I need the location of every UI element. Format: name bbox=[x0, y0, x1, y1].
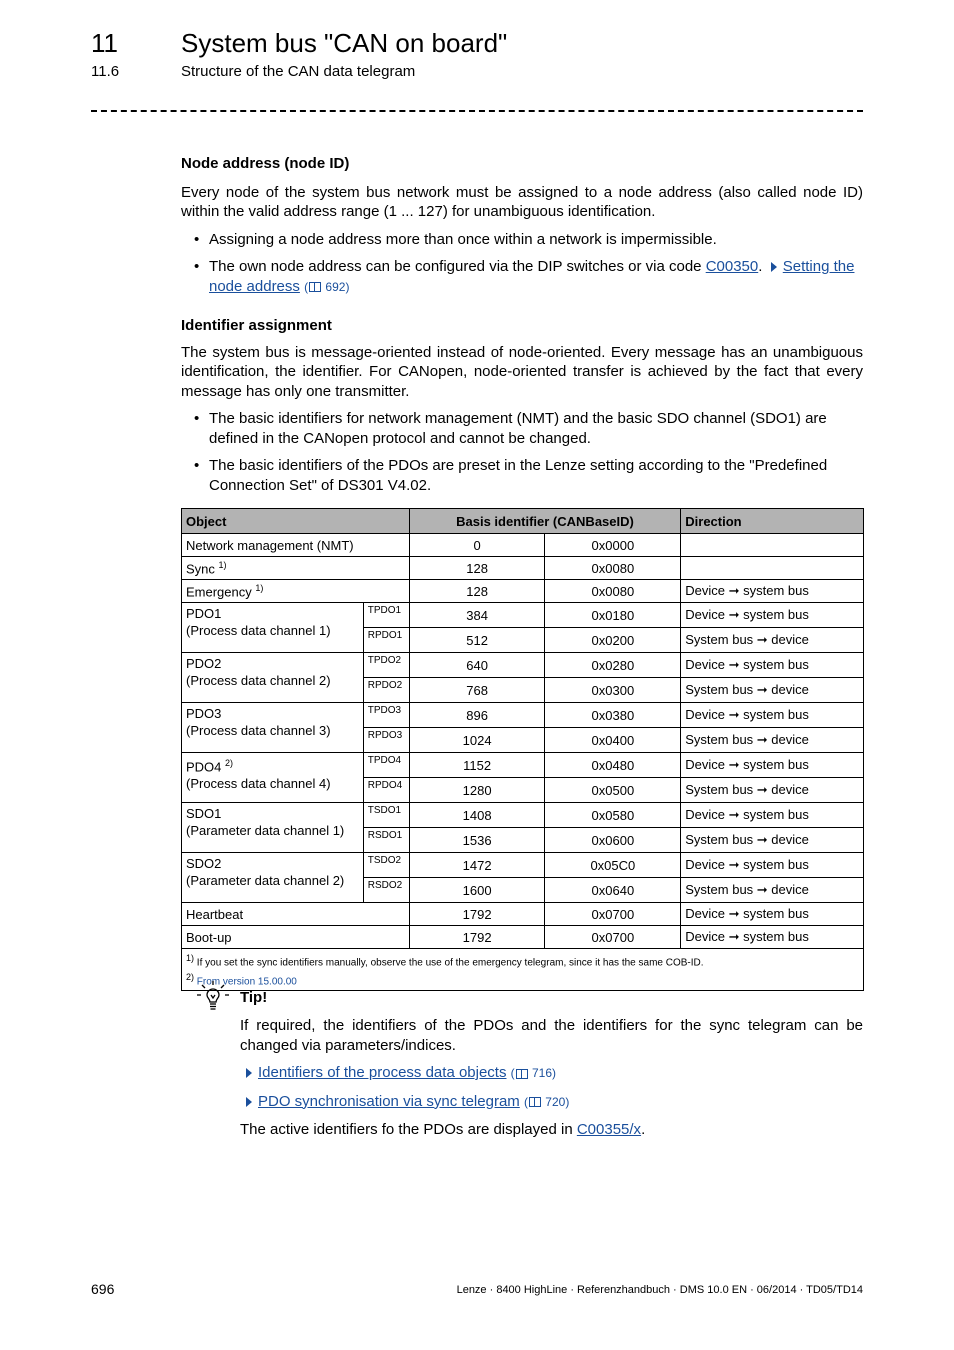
footnote-mark: 2) bbox=[186, 972, 195, 983]
cell-hex: 0x0380 bbox=[545, 703, 681, 728]
cell-dec: 640 bbox=[409, 653, 545, 678]
cell-direction bbox=[681, 557, 864, 580]
table-row bbox=[182, 753, 864, 778]
cell-sub-object: TPDO4 bbox=[363, 753, 409, 778]
section-number: 11.6 bbox=[91, 63, 120, 80]
cell-direction: Device ➞ system bus bbox=[681, 903, 864, 926]
triangle-right-icon bbox=[246, 1068, 252, 1078]
cell-dec: 1024 bbox=[409, 728, 545, 753]
chapter-number: 11 bbox=[91, 28, 118, 58]
table-row bbox=[182, 926, 864, 949]
object-description: (Process data channel 1) bbox=[186, 623, 331, 638]
book-icon bbox=[309, 282, 321, 292]
object-description: (Parameter data channel 2) bbox=[186, 873, 345, 888]
cell-dec: 1152 bbox=[409, 753, 545, 778]
footnote-mark: 1) bbox=[186, 953, 195, 963]
cell-sub-object: TSDO1 bbox=[363, 803, 409, 828]
cell-direction: Device ➞ system bus bbox=[681, 926, 864, 949]
cell-dec: 0 bbox=[409, 534, 545, 557]
cell-object bbox=[182, 703, 364, 753]
cell-dec: 384 bbox=[409, 603, 545, 628]
cell-direction: System bus ➞ device bbox=[681, 678, 864, 703]
table-row bbox=[182, 703, 864, 728]
cell-hex: 0x0480 bbox=[545, 753, 681, 778]
footnote-2 bbox=[186, 970, 859, 989]
period: . bbox=[641, 1121, 646, 1138]
table-body bbox=[182, 534, 864, 991]
list-item bbox=[181, 456, 863, 495]
cell-dec: 1792 bbox=[409, 926, 545, 949]
cell-hex: 0x0180 bbox=[545, 603, 681, 628]
object-name: PDO2 bbox=[186, 656, 222, 671]
page-number: 696 bbox=[91, 1281, 115, 1297]
book-icon bbox=[529, 1097, 541, 1107]
cell-hex: 0x0400 bbox=[545, 728, 681, 753]
cell-object bbox=[182, 803, 364, 853]
footnote-version-link[interactable]: From version 15.00.00 bbox=[196, 976, 297, 988]
cell-direction: System bus ➞ device bbox=[681, 628, 864, 653]
object-name: SDO1 bbox=[186, 806, 222, 821]
tip-body bbox=[240, 1016, 863, 1140]
cell-dec: 128 bbox=[409, 580, 545, 603]
identifier-section bbox=[181, 316, 863, 503]
table-row bbox=[182, 853, 864, 878]
cell-object: Boot-up bbox=[182, 926, 410, 949]
cell-object bbox=[182, 603, 364, 653]
cell-hex: 0x05C0 bbox=[545, 853, 681, 878]
cell-direction: Device ➞ system bus bbox=[681, 803, 864, 828]
col-header-direction: Direction bbox=[681, 509, 864, 534]
object-name: PDO4 bbox=[186, 759, 222, 775]
bullet-text: The own node address can be configured via the DIP switches or via code bbox=[209, 258, 702, 275]
cell-sub-object: TPDO2 bbox=[363, 653, 409, 678]
object-name: PDO1 bbox=[186, 606, 222, 621]
cell-hex: 0x0640 bbox=[545, 878, 681, 903]
node-address-paragraph: Every node of the system bus network must be assigned to a node address (also called node ID) within the valid address range (1 ... 127) for unambiguous identification. bbox=[181, 183, 863, 220]
table-footnotes bbox=[182, 949, 864, 991]
identifier-heading: Identifier assignment bbox=[181, 317, 332, 334]
object-name: Sync bbox=[186, 561, 215, 577]
cell-sub-object: TPDO1 bbox=[363, 603, 409, 628]
col-header-object: Object bbox=[182, 509, 410, 534]
lightbulb-icon bbox=[196, 980, 230, 1014]
footer-doc-info: Lenze · 8400 HighLine · Referenzhandbuch · DMS 10.0 EN · 06/2014 · TD05/TD14 bbox=[456, 1284, 863, 1296]
cell-sub-object: TSDO2 bbox=[363, 853, 409, 878]
cell-hex: 0x0600 bbox=[545, 828, 681, 853]
chapter-title: System bus "CAN on board" bbox=[181, 28, 508, 58]
table-row bbox=[182, 653, 864, 678]
table-row bbox=[182, 580, 864, 603]
footnote-text: If you set the sync identifiers manually, observe the use of the emergency telegram, since it has the same COB-ID. bbox=[196, 957, 704, 969]
bullet-text: The basic identifiers of the PDOs are preset in the Lenze setting according to the "Predefined Connection Set" of DS301 V4.02. bbox=[209, 457, 828, 494]
footnote-mark: 1) bbox=[255, 582, 264, 593]
code-link-c00355[interactable]: C00355/x bbox=[576, 1121, 642, 1138]
object-name: Emergency bbox=[186, 584, 252, 600]
triangle-right-icon bbox=[771, 262, 777, 272]
node-address-heading: Node address (node ID) bbox=[181, 155, 350, 172]
identifier-table bbox=[181, 508, 864, 991]
cell-dec: 1792 bbox=[409, 903, 545, 926]
footnote-mark: 1) bbox=[218, 559, 227, 570]
tip-link-row-1 bbox=[240, 1063, 863, 1084]
cell-hex: 0x0580 bbox=[545, 803, 681, 828]
tip-paragraph: If required, the identifiers of the PDOs and the identifiers for the sync telegram can be changed via parameters/indices. bbox=[240, 1017, 863, 1054]
cell-dec: 896 bbox=[409, 703, 545, 728]
cell-sub-object: RSDO1 bbox=[363, 828, 409, 853]
node-address-bullets bbox=[181, 230, 863, 298]
cell-hex: 0x0080 bbox=[545, 557, 681, 580]
col-header-basis-identifier: Basis identifier (CANBaseID) bbox=[409, 509, 681, 534]
node-address-section bbox=[181, 154, 863, 305]
cell-hex: 0x0200 bbox=[545, 628, 681, 653]
cell-sub-object: RPDO4 bbox=[363, 778, 409, 803]
cell-sub-object: RPDO3 bbox=[363, 728, 409, 753]
object-description: (Process data channel 2) bbox=[186, 673, 331, 688]
cell-hex: 0x0500 bbox=[545, 778, 681, 803]
footnote-1 bbox=[186, 951, 859, 970]
book-icon bbox=[516, 1069, 528, 1079]
list-item bbox=[181, 257, 863, 297]
code-link-c00350[interactable]: C00350 bbox=[705, 258, 759, 275]
cell-hex: 0x0700 bbox=[545, 903, 681, 926]
link-identifiers-process-data-objects[interactable]: Identifiers of the process data objects bbox=[258, 1064, 507, 1081]
object-name: SDO2 bbox=[186, 856, 222, 871]
page-ref: ( 692) bbox=[304, 279, 350, 294]
table-row bbox=[182, 803, 864, 828]
tip-label: Tip! bbox=[240, 989, 268, 1006]
cell-direction: System bus ➞ device bbox=[681, 778, 864, 803]
table-row bbox=[182, 557, 864, 580]
cell-hex: 0x0000 bbox=[545, 534, 681, 557]
cell-sub-object: RSDO2 bbox=[363, 878, 409, 903]
header-divider bbox=[91, 110, 863, 112]
cell-direction: System bus ➞ device bbox=[681, 828, 864, 853]
footnote-mark: 2) bbox=[225, 758, 234, 768]
cell-object bbox=[182, 853, 364, 903]
page-ref: ( 720) bbox=[523, 1094, 570, 1109]
cell-direction: Device ➞ system bus bbox=[681, 853, 864, 878]
cell-dec: 1536 bbox=[409, 828, 545, 853]
page-ref-number: 692 bbox=[325, 279, 346, 294]
cell-dec: 1472 bbox=[409, 853, 545, 878]
list-item bbox=[181, 230, 863, 250]
cell-object bbox=[182, 557, 410, 580]
cell-dec: 1408 bbox=[409, 803, 545, 828]
object-description: (Parameter data channel 1) bbox=[186, 823, 345, 838]
page-ref: ( 716) bbox=[510, 1066, 557, 1080]
cell-hex: 0x0080 bbox=[545, 580, 681, 603]
cell-sub-object: RPDO1 bbox=[363, 628, 409, 653]
list-item bbox=[181, 409, 863, 448]
separator: . bbox=[758, 258, 763, 275]
page-ref-number: 716 bbox=[532, 1066, 553, 1080]
table-row bbox=[182, 903, 864, 926]
cell-object bbox=[182, 580, 410, 603]
cell-sub-object: RPDO2 bbox=[363, 678, 409, 703]
cell-object bbox=[182, 753, 364, 803]
object-description: (Process data channel 4) bbox=[186, 776, 331, 792]
object-name: PDO3 bbox=[186, 706, 222, 721]
table-row bbox=[182, 534, 864, 557]
cell-hex: 0x0280 bbox=[545, 653, 681, 678]
link-pdo-synchronisation[interactable]: PDO synchronisation via sync telegram bbox=[258, 1092, 520, 1110]
identifier-bullets bbox=[181, 409, 863, 495]
tip-link-row-2 bbox=[240, 1092, 863, 1113]
active-text: The active identifiers fo the PDOs are displayed in bbox=[240, 1121, 573, 1138]
cell-object bbox=[182, 653, 364, 703]
bullet-text: The basic identifiers for network management (NMT) and the basic SDO channel (SDO1) are defined in the CANopen protocol and cannot be changed. bbox=[209, 410, 827, 447]
cell-direction: Device ➞ system bus bbox=[681, 753, 864, 778]
cell-dec: 512 bbox=[409, 628, 545, 653]
cell-dec: 1600 bbox=[409, 878, 545, 903]
table-footnotes-row bbox=[182, 949, 864, 991]
page-ref-number: 720 bbox=[545, 1094, 566, 1109]
cell-dec: 1280 bbox=[409, 778, 545, 803]
tip-active-identifiers bbox=[240, 1120, 863, 1140]
cell-sub-object: TPDO3 bbox=[363, 703, 409, 728]
table-header-row bbox=[182, 509, 864, 534]
cell-direction: Device ➞ system bus bbox=[681, 603, 864, 628]
cell-dec: 768 bbox=[409, 678, 545, 703]
identifier-paragraph: The system bus is message-oriented instead of node-oriented. Every message has an unambiguous identification, the identifier. For CANopen, node-oriented transfer is achieved by the fact that every message has only one transmitter. bbox=[181, 343, 863, 400]
cell-direction bbox=[681, 534, 864, 557]
triangle-right-icon bbox=[246, 1097, 252, 1107]
cell-direction: System bus ➞ device bbox=[681, 878, 864, 903]
bullet-text: Assigning a node address more than once within a network is impermissible. bbox=[209, 230, 717, 248]
cell-direction: System bus ➞ device bbox=[681, 728, 864, 753]
cell-object: Network management (NMT) bbox=[182, 534, 410, 557]
table-row bbox=[182, 603, 864, 628]
cell-object: Heartbeat bbox=[182, 903, 410, 926]
cell-direction: Device ➞ system bus bbox=[681, 580, 864, 603]
cell-hex: 0x0300 bbox=[545, 678, 681, 703]
object-description: (Process data channel 3) bbox=[186, 723, 331, 738]
cell-direction: Device ➞ system bus bbox=[681, 653, 864, 678]
cell-hex: 0x0700 bbox=[545, 926, 681, 949]
cell-direction: Device ➞ system bus bbox=[681, 703, 864, 728]
cell-dec: 128 bbox=[409, 557, 545, 580]
section-title: Structure of the CAN data telegram bbox=[181, 63, 416, 80]
link-setting-node-address[interactable]: Setting the node address bbox=[209, 258, 855, 295]
